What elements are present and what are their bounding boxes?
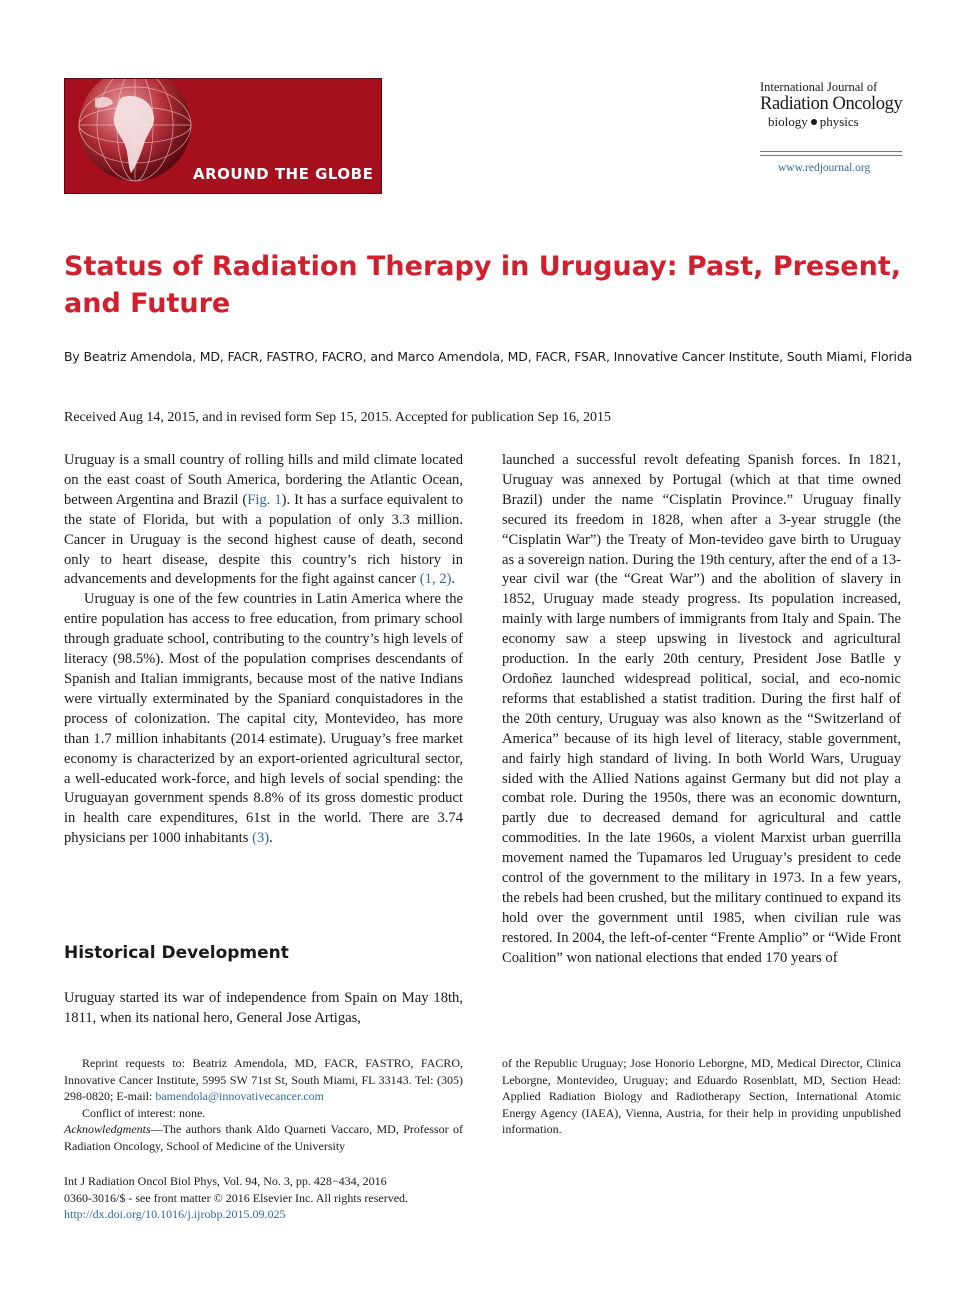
- reprint-requests: [64, 1055, 463, 1105]
- section-heading-historical: Historical Development: [64, 943, 289, 963]
- text-span: .: [451, 571, 456, 588]
- journal-masthead: [760, 80, 910, 130]
- footnotes-left: [64, 1055, 463, 1155]
- citation-block: [64, 1173, 484, 1223]
- article-title: Status of Radiation Therapy in Uruguay: Past, Present, and Future: [64, 251, 901, 319]
- footnotes-right: [502, 1055, 901, 1138]
- journal-url-link[interactable]: www.redjournal.org: [778, 162, 871, 174]
- acknowledgments-continued: of the Republic Uruguay; Jose Honorio Leborgne, MD, Medical Director, Clinica Leborgne, Montevideo, Uruguay; and Eduardo Rosenblatt, MD, Section Head: Applied Radiation Biology and Radiotherapy Section, International Atomic Energy Agency (IAEA), Vienna, Austria, for their help in providing unpublished information.: [502, 1056, 901, 1137]
- text-span: Uruguay is one of the few countries in Latin America where the entire population has access to free education, from primary school through graduate school, contributing to the country’s high levels of literacy (98.5%). Most of the population comprises descendants of Spanish and Italian immigrants, because most of the native Indians were virtually exterminated by the Spaniard conquistadores in the process of colonization. The capital city, Montevideo, has more than 1.7 million inhabitants (2014 estimate). Uruguay’s free market economy is characterized by an export-oriented agricultural sector, a well-educated work-force, and high levels of social spending: the Uruguayan government spends 8.8% of its gross domestic product in health care expenditures, 61st in the world. There are 3.74 physicians per 1000 inhabitants: [64, 591, 463, 847]
- journal-divider: [760, 151, 902, 156]
- journal-name: Radiation Oncology: [760, 94, 903, 114]
- right-column: [502, 451, 901, 969]
- ref-1-2-link[interactable]: (1, 2): [419, 571, 452, 588]
- citation-copyright: 0360-3016/$ - see front matter © 2016 Elsevier Inc. All rights reserved.: [64, 1190, 409, 1205]
- journal-line1: International Journal of: [760, 80, 878, 94]
- citation-journal: Int J Radiation Oncol Biol Phys, Vol. 94, No. 3, pp. 428−434, 2016: [64, 1174, 387, 1188]
- paragraph-history: launched a successful revolt defeating Spanish forces. In 1821, Uruguay was annexed by Portugal (which at that time owned Brazil) under the name “Cisplatin Province.” Uruguay finally secured its freedom in 1828, when after a 3-year struggle (the “Cisplatin War”) the Treaty of Mon-tevideo gave birth to Uruguay as a sovereign nation. During the 19th century, after the end of a 13-year civil war (the “Great War”) and the abolition of slavery in 1852, Uruguay made steady progress. Its population increased, mainly with large numbers of immigrants from Italy and Spain. The economy saw a steep upswing in livestock and agricultural production. In the early 20th century, President Jose Batlle y Ordoñez launched widespread political, social, and eco-nomic reforms that established a statist tradition. During the first half of the 20th century, Uruguay was also known as the “Switzerland of America” because of its high level of literacy, stable government, and fairly high standard of living. In both World Wars, Uruguay sided with the Allied Nations against Germany but did not play a combat role. During the 1950s, there was an economic downturn, partly due to decreased demand for agricultural and cattle commodities. In the late 1960s, a violent Marxist urban guerrilla movement named the Tupamaros led Uruguay’s president to cede control of the government to the military in 1973. In a few years, the rebels had been crushed, but the military continued to expand its hold over the government until 1985, when civilian rule was restored. In 2004, the left-of-center “Frente Amplio” or “Wide Front Coalition” won national elections that ended 170 years of: [502, 452, 901, 966]
- ref-3-link[interactable]: (3): [252, 830, 270, 847]
- acknowledgments-label: Acknowledgments: [64, 1122, 151, 1137]
- text-span: .: [269, 830, 273, 847]
- acknowledgments: [64, 1121, 463, 1154]
- journal-physics: physics: [819, 114, 859, 129]
- conflict-of-interest: Conflict of interest: none.: [82, 1105, 206, 1120]
- banner-label: AROUND THE GLOBE: [193, 165, 374, 183]
- bullet-icon: [811, 119, 817, 125]
- paragraph-education: [64, 590, 463, 849]
- journal-biology: biology: [768, 114, 808, 129]
- text-span: —The authors thank Aldo Quarneti Vaccaro, MD, Professor of Radiation Oncology, School of Medicine of the University: [64, 1122, 463, 1153]
- left-column: [64, 451, 463, 849]
- email-link[interactable]: bamendola@innovativecancer.com: [155, 1089, 324, 1104]
- received-dates: Received Aug 14, 2015, and in revised form Sep 15, 2015. Accepted for publication Sep 16, 2015: [64, 410, 612, 425]
- text-span: ). It has a surface equivalent to the state of Florida, but with a population of only 3.3 million. Cancer in Uruguay is the second highest cause of death, second only to heart disease, despite this country’s rich history in advancements and developments for the fight against cancer: [64, 491, 463, 588]
- paragraph-history-start: Uruguay started its war of independence from Spain on May 18th, 1811, when its national hero, General Jose Artigas,: [64, 990, 463, 1026]
- around-the-globe-banner: [64, 78, 382, 194]
- doi-link[interactable]: http://dx.doi.org/10.1016/j.ijrobp.2015.09.025: [64, 1207, 286, 1222]
- left-column-history: [64, 989, 463, 1029]
- journal-subtitle: [760, 114, 910, 130]
- text-span: Uruguay is a small country of rolling hills and mild climate located on the east coast of South America, bordering the Atlantic Ocean, between Argentina and Brazil (: [64, 452, 463, 508]
- fig-1-link[interactable]: Fig. 1: [247, 491, 282, 508]
- article-authors: By Beatriz Amendola, MD, FACR, FASTRO, FACRO, and Marco Amendola, MD, FACR, FSAR, Innovative Cancer Institute, South Miami, Florida: [64, 349, 913, 364]
- paragraph-intro: [64, 451, 463, 590]
- text-span: Reprint requests to: Beatriz Amendola, MD, FACR, FASTRO, FACRO, Innovative Cancer Institute, 5995 SW 71st St, South Miami, FL 33143. Tel: (305) 298-0820; E-mail:: [64, 1056, 463, 1104]
